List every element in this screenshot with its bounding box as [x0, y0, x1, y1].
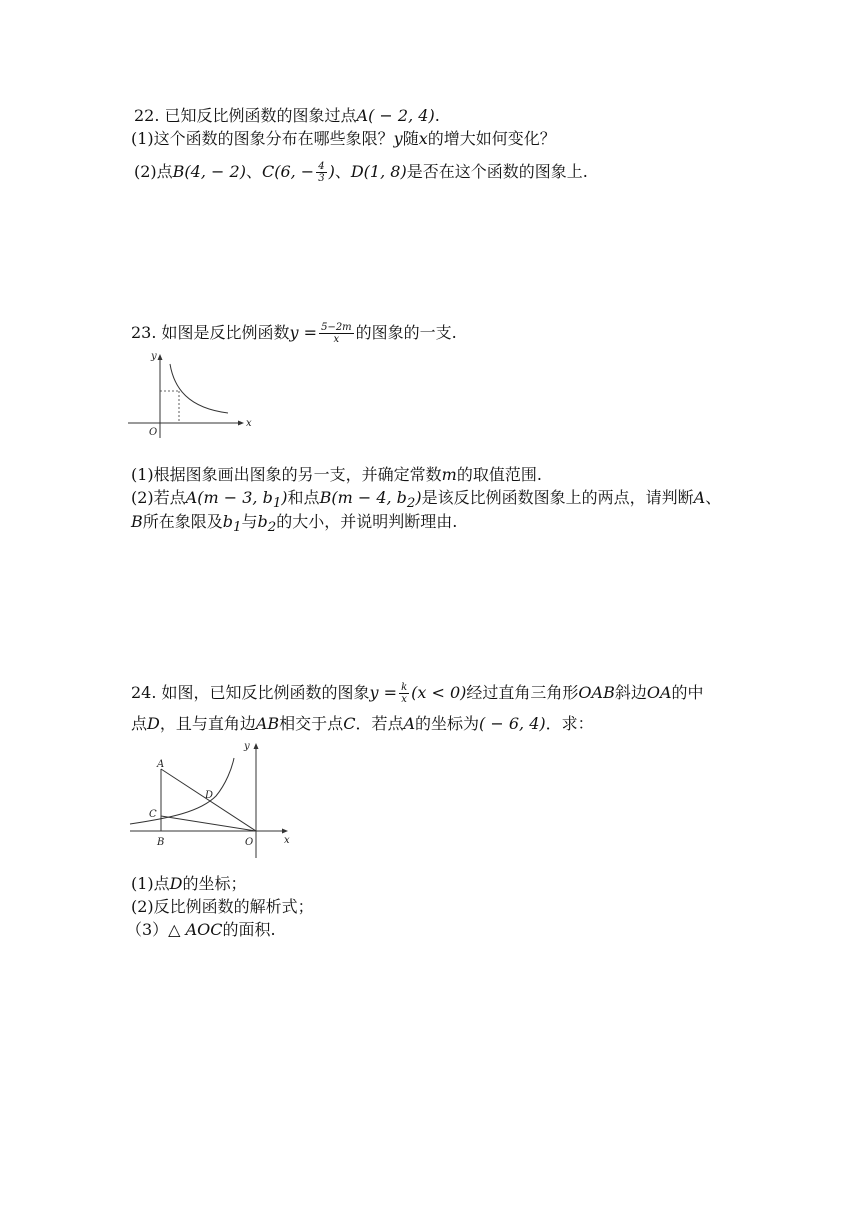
- q23-title-end: 的图象的一支.: [355, 323, 457, 342]
- q23-line2-text: 所在象限及: [142, 512, 223, 531]
- q24-part3-end: 的面积.: [222, 920, 276, 939]
- q24-y-arrow: [254, 743, 259, 749]
- q23-y-label: y: [151, 351, 157, 362]
- q23-frac-den: x: [333, 334, 340, 345]
- q23-point-b-ref: B: [131, 512, 143, 531]
- q23-sub1: 1: [272, 496, 282, 512]
- q23-part1-end: 的取值范围.: [456, 465, 542, 484]
- q23-y-arrow: [158, 354, 163, 360]
- q24-label-o: O: [245, 837, 254, 848]
- q23-part2-line2: [131, 512, 457, 538]
- q23-b2: b: [257, 512, 268, 531]
- q24-part1: [131, 874, 247, 894]
- q23-x-label: x: [246, 418, 252, 429]
- q24-part3: [126, 920, 276, 940]
- q24-part1-end: 的坐标；: [182, 874, 247, 893]
- q23-part1-text: (1)根据图象画出图象的另一支，并确定常数: [131, 465, 442, 484]
- q22-sep: 、: [245, 162, 262, 181]
- q24-eq-lhs: y =: [369, 683, 398, 702]
- q24-x-arrow: [282, 829, 288, 834]
- q23-point-a-close: ): [281, 488, 288, 507]
- q24-triangle-aoc: AOC: [185, 920, 223, 939]
- q24-part2-text: (2)反比例函数的解析式；: [131, 897, 314, 916]
- q24-point-c: C: [343, 714, 356, 733]
- q23-point-b: B(m − 4, b: [319, 488, 407, 507]
- q23-part2-text: (2)若点: [131, 488, 186, 507]
- q22-part1: [131, 129, 556, 149]
- q22-fraction: [316, 161, 326, 184]
- q23-origin-label: O: [149, 427, 158, 438]
- q24-x-label: x: [284, 835, 290, 846]
- q24-line2-end: ．求：: [545, 714, 594, 733]
- q23-sub2: 2: [406, 496, 416, 512]
- q24-point-d: D: [147, 714, 160, 733]
- q22-point-c: C(6, −: [261, 162, 315, 181]
- q23-point-a: A(m − 3, b: [185, 488, 273, 507]
- q24-line2-text2: ，且与直角边: [159, 714, 256, 733]
- q24-segment-oa: OA: [646, 683, 672, 702]
- q23-b1-sub: 1: [233, 520, 242, 536]
- q24-part3-text: （3）△: [126, 920, 186, 939]
- q22-point-b: B(4, − 2): [172, 162, 246, 181]
- q24-hyperbola: [130, 758, 234, 824]
- q24-line2-text: 点: [131, 714, 148, 733]
- q23-part2: [131, 488, 721, 514]
- q24-segment-ab: AB: [255, 714, 280, 733]
- q22-part1-text3: 的增大如何变化？: [427, 129, 556, 148]
- q24-line1-end: 的中: [671, 683, 704, 702]
- q22-frac-den: 3: [318, 173, 325, 184]
- q24-segment-co-line: [161, 816, 256, 831]
- q23-line2-end: 的大小，并说明判断理由.: [276, 512, 458, 531]
- q23-graph: [128, 350, 258, 440]
- q22-title-period: .: [434, 106, 440, 125]
- q22-title-text: 22. 已知反比例函数的图象过点: [134, 106, 357, 125]
- q24-line1-text3: 斜边: [614, 683, 647, 702]
- q22-point-c-close: ): [328, 162, 335, 181]
- q24-line2-text5: 的坐标为: [415, 714, 480, 733]
- q23-b2-sub: 2: [267, 520, 277, 536]
- q23-part2-sep: 、: [705, 488, 722, 507]
- q23-part2-mid: 是该反比例函数图象上的两点，请判断: [421, 488, 694, 507]
- q24-line2-text4: ．若点: [355, 714, 404, 733]
- q23-part1: [131, 465, 542, 485]
- q24-coord-a: ( − 6, 4): [479, 714, 546, 733]
- q22-var-y: y: [393, 129, 403, 148]
- q24-triangle-oab: OAB: [578, 683, 615, 702]
- q23-point-a-ref: A: [693, 488, 706, 507]
- q22-title: [134, 106, 440, 126]
- q23-eq-lhs: y =: [289, 323, 318, 342]
- q24-part1-text: (1)点: [131, 874, 170, 893]
- q24-y-label: y: [244, 741, 250, 752]
- q24-condition: (x < 0): [411, 683, 467, 702]
- q24-label-d: D: [205, 790, 214, 801]
- q24-frac-den: x: [401, 694, 407, 705]
- q22-point-d: D(1, 8): [350, 162, 407, 181]
- q23-point-b-close: ): [415, 488, 422, 507]
- q23-title: [131, 318, 457, 348]
- q24-line2-text3: 相交于点: [279, 714, 344, 733]
- q22-part2-text: (2)点: [134, 162, 173, 181]
- q22-part1-text2: 随: [402, 129, 419, 148]
- q24-part2: [131, 897, 314, 917]
- q23-fraction: [319, 322, 354, 345]
- q23-part2-and: 和点: [287, 488, 320, 507]
- q22-part2: [134, 158, 588, 186]
- q24-label-c: C: [149, 809, 157, 820]
- q24-point-a: A: [403, 714, 416, 733]
- q23-b1: b: [222, 512, 234, 531]
- q22-frac-num: 4: [318, 161, 325, 172]
- q24-part1-point-d: D: [169, 874, 183, 893]
- q24-fraction: [399, 682, 409, 705]
- q24-frac-num: k: [401, 682, 408, 693]
- q24-line2: [131, 714, 594, 734]
- q22-part2-end: 是否在这个函数的图象上.: [406, 162, 588, 181]
- q23-frac-num: 5−2m: [321, 322, 352, 333]
- q22-point-a: A( − 2, 4): [356, 106, 435, 125]
- q24-line1-text2: 经过直角三角形: [466, 683, 579, 702]
- q24-line1-text: 24. 如图，已知反比例函数的图象: [131, 683, 370, 702]
- q22-part1-text: (1)这个函数的图象分布在哪些象限？: [131, 129, 394, 148]
- q24-line1: [131, 678, 704, 708]
- q23-var-m: m: [441, 465, 457, 484]
- q24-label-b: B: [157, 837, 165, 848]
- q23-hyperbola: [170, 364, 228, 413]
- q22-var-x: x: [418, 129, 428, 148]
- q22-sep2: 、: [334, 162, 351, 181]
- q23-title-text: 23. 如图是反比例函数: [131, 323, 290, 342]
- q24-label-a: A: [157, 759, 165, 770]
- q24-graph: [130, 740, 295, 855]
- q23-x-arrow: [238, 421, 244, 426]
- q23-line2-and: 与: [241, 512, 258, 531]
